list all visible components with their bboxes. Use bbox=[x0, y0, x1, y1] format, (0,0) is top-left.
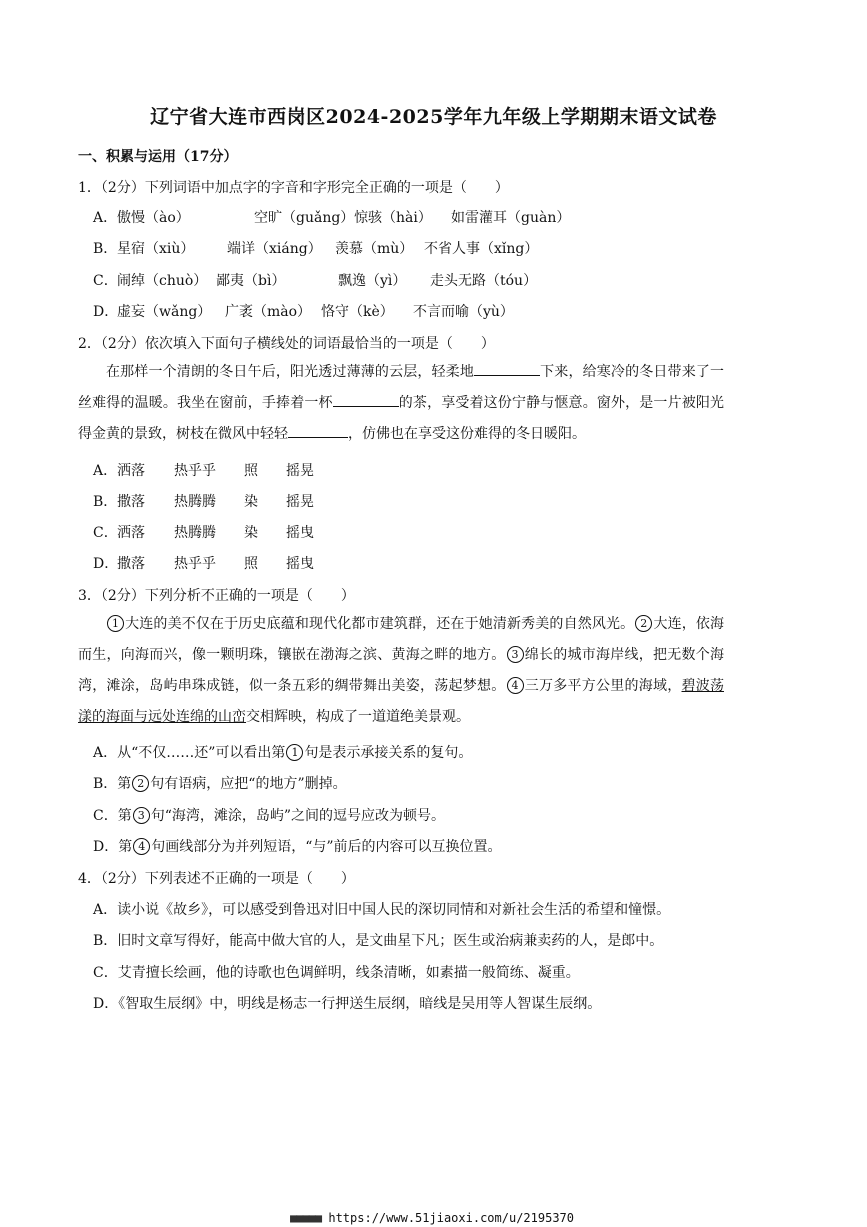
option-word: 广袤（mào） bbox=[225, 304, 312, 320]
question-2-stem: 2．（2分）依次填入下面句子横线处的词语最恰当的一项是（ ） bbox=[78, 336, 495, 352]
option-word: 星宿（xiù） bbox=[117, 241, 195, 257]
q4-option-c: C．艾青擅长绘画，他的诗歌也色调鲜明，线条清晰，如素描一般简练、凝重。 bbox=[93, 965, 580, 981]
q1-option-c bbox=[93, 270, 537, 290]
circled-number: 1 bbox=[107, 615, 124, 632]
question-3-stem: 3．（2分）下列分析不正确的一项是（ ） bbox=[78, 588, 355, 604]
option-word: 热腾腾 bbox=[174, 525, 216, 541]
option-word: 飘逸（yì） bbox=[338, 273, 407, 289]
fill-blank bbox=[474, 361, 540, 376]
question-1-stem: 1．（2分）下列词语中加点字的字音和字形完全正确的一项是（ ） bbox=[78, 180, 509, 196]
option-label: A． bbox=[93, 463, 118, 479]
passage-text: ，仿佛也在享受这份难得的冬日暖阳。 bbox=[348, 426, 586, 442]
q3-option-a bbox=[93, 742, 472, 762]
q4-option-d: D．《智取生辰纲》中，明线是杨志一行押送生辰纲，暗线是吴用等人智谋生辰纲。 bbox=[93, 996, 602, 1012]
option-word: 洒落 bbox=[117, 525, 145, 541]
option-word: 惊骇（hài） bbox=[354, 210, 432, 226]
passage-text: 大连，依海而生，向海而兴，像一颗明珠，镶嵌在渤海之滨、黄海之畔的地方。 bbox=[78, 616, 725, 663]
option-text: D．第 bbox=[93, 839, 133, 855]
fill-blank bbox=[333, 392, 399, 407]
footer-watermark bbox=[290, 1211, 574, 1225]
q3-option-c bbox=[93, 805, 445, 825]
passage-text: 下来，给寒冷的冬日带来了一丝难得的温暖。我坐在窗前，手捧着一杯 bbox=[78, 364, 724, 411]
option-label: B． bbox=[93, 241, 118, 257]
option-word: 如雷灌耳（guàn） bbox=[451, 210, 571, 226]
q3-option-b bbox=[93, 773, 347, 793]
option-word: 热乎乎 bbox=[174, 463, 216, 479]
q4-option-b: B．旧时文章写得好，能高中做大官的人，是文曲星下凡；医生或治病兼卖药的人，是郎中。 bbox=[93, 933, 664, 949]
watermark-mark: ■■■■■ bbox=[290, 1211, 322, 1225]
q1-option-d bbox=[93, 301, 514, 321]
option-text: 句“海湾，滩涂，岛屿”之间的逗号应改为顿号。 bbox=[150, 808, 446, 824]
exam-title: 辽宁省大连市西岗区2024-2025学年九年级上学期期末语文试卷 bbox=[150, 106, 717, 128]
option-word: 热腾腾 bbox=[174, 494, 216, 510]
question-4-stem: 4．（2分）下列表述不正确的一项是（ ） bbox=[78, 871, 355, 887]
passage-text: 交相辉映，构成了一道道绝美景观。 bbox=[246, 709, 470, 725]
fill-blank bbox=[288, 423, 348, 438]
option-word: 鄙夷（bì） bbox=[216, 273, 286, 289]
question-3-passage bbox=[78, 609, 724, 733]
option-word: 不言而喻（yù） bbox=[413, 304, 514, 320]
circled-number: 2 bbox=[635, 615, 652, 632]
option-label: C． bbox=[93, 525, 118, 541]
q2-option-b bbox=[93, 491, 314, 511]
circled-number: 4 bbox=[133, 838, 150, 855]
passage-text: 三万多平方公里的海域， bbox=[524, 678, 682, 694]
option-label: A． bbox=[93, 210, 118, 226]
option-word: 傲慢（ào） bbox=[117, 210, 190, 226]
section-heading: 一、积累与运用（17分） bbox=[78, 149, 238, 165]
option-text: 句画线部分为并列短语，“与”前后的内容可以互换位置。 bbox=[151, 839, 502, 855]
option-word: 恪守（kè） bbox=[321, 304, 394, 320]
option-word: 空旷（guǎng） bbox=[254, 210, 355, 226]
circled-number: 4 bbox=[507, 677, 524, 694]
option-text: C．第 bbox=[93, 808, 132, 824]
option-text: 句是表示承接关系的复句。 bbox=[304, 745, 473, 761]
q2-option-d bbox=[93, 553, 314, 573]
question-2-passage bbox=[78, 357, 724, 450]
option-word: 羡慕（mù） bbox=[335, 241, 414, 257]
circled-number: 3 bbox=[133, 807, 150, 824]
option-word: 端详（xiáng） bbox=[227, 241, 322, 257]
option-text: B．第 bbox=[93, 776, 132, 792]
q3-option-d bbox=[93, 836, 502, 856]
passage-text: 大连的美不仅在于历史底蕴和现代化都市建筑群，还在于她清新秀美的自然风光。 bbox=[125, 616, 635, 632]
option-word: 摇曳 bbox=[286, 525, 314, 541]
option-label: C． bbox=[93, 273, 118, 289]
option-label: D． bbox=[93, 556, 119, 572]
circled-number: 2 bbox=[132, 775, 149, 792]
option-word: 照 bbox=[244, 556, 258, 572]
option-word: 闹绰（chuò） bbox=[117, 273, 208, 289]
option-word: 照 bbox=[244, 463, 258, 479]
option-word: 摇曳 bbox=[286, 556, 314, 572]
option-word: 染 bbox=[244, 494, 258, 510]
option-word: 染 bbox=[244, 525, 258, 541]
option-word: 热乎乎 bbox=[174, 556, 216, 572]
option-word: 走头无路（tóu） bbox=[430, 273, 538, 289]
q2-option-c bbox=[93, 522, 314, 542]
option-text: A．从“不仅……还”可以看出第 bbox=[93, 745, 286, 761]
option-word: 虚妄（wǎng） bbox=[117, 304, 212, 320]
q1-option-a bbox=[93, 207, 570, 227]
footer-url[interactable]: https://www.51jiaoxi.com/u/2195370 bbox=[321, 1211, 574, 1225]
passage-text: 在那样一个清朗的冬日午后，阳光透过薄薄的云层，轻柔地 bbox=[106, 364, 474, 380]
q4-option-a: A．读小说《故乡》，可以感受到鲁迅对旧中国人民的深切同情和对新社会生活的希望和憧憬。 bbox=[93, 902, 671, 918]
q1-option-b bbox=[93, 238, 538, 258]
circled-number: 3 bbox=[507, 646, 524, 663]
option-word: 洒落 bbox=[117, 463, 145, 479]
option-label: D． bbox=[93, 304, 119, 320]
option-word: 不省人事（xǐng） bbox=[424, 241, 539, 257]
option-word: 摇晃 bbox=[286, 463, 314, 479]
option-word: 摇晃 bbox=[286, 494, 314, 510]
option-word: 撒落 bbox=[117, 494, 145, 510]
passage-text: 的茶，享受着这份宁静与惬意。窗外，是一片被阳光得金黄的景致，树枝在微风中轻轻 bbox=[78, 395, 725, 442]
passage-text: 绵长的城市海岸线，把无数个海湾，滩涂，岛屿串珠成链，似一条五彩的绸带舞出美姿，荡起梦想。 bbox=[78, 647, 724, 694]
underlined-phrase: 碧波荡漾的海面与远处连绵的山峦 bbox=[78, 678, 724, 725]
option-word: 撒落 bbox=[117, 556, 145, 572]
q2-option-a bbox=[93, 460, 314, 480]
option-label: B． bbox=[93, 494, 118, 510]
option-text: 句有语病，应把“的地方”删掉。 bbox=[150, 776, 347, 792]
circled-number: 1 bbox=[286, 744, 303, 761]
